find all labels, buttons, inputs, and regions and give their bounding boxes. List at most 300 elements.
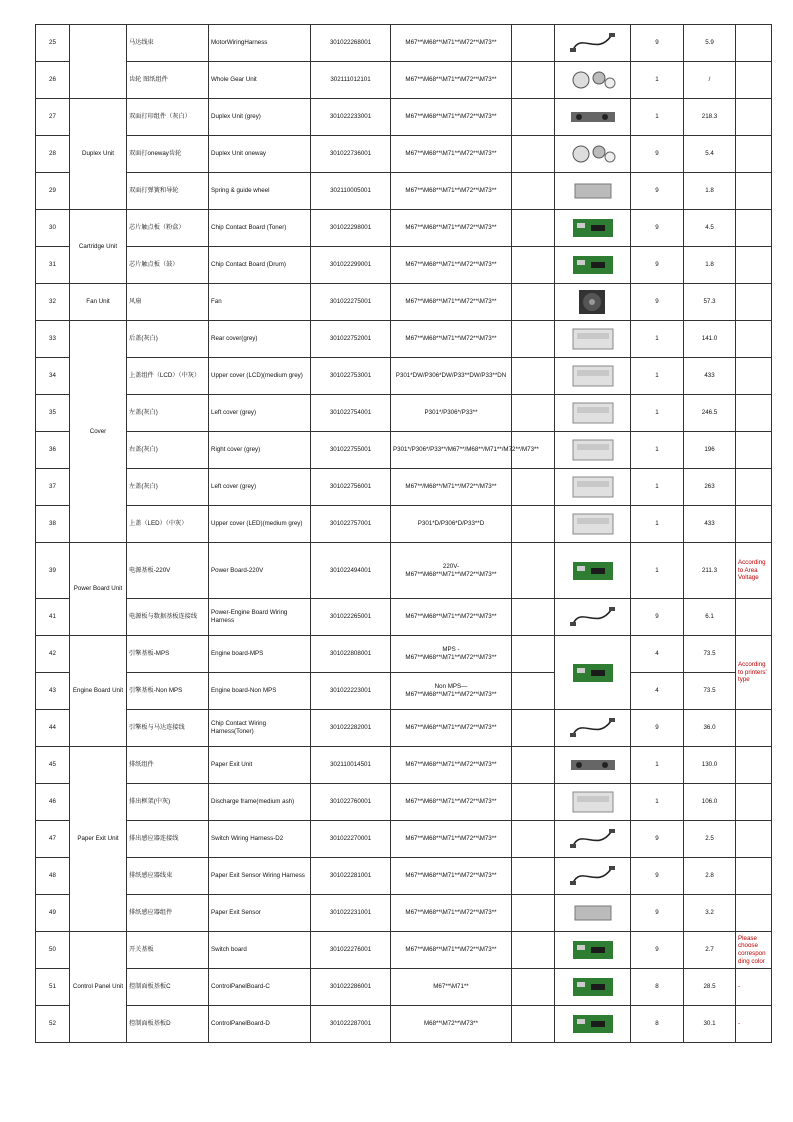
part-photo: [555, 969, 631, 1006]
chinese-name: 控制面板基板D: [127, 1006, 209, 1043]
empty-cell: [512, 895, 555, 932]
applicable-models: P301*DW/P306*DW/P33**DW/P33**DN: [391, 358, 512, 395]
english-name: Upper cover (LCD)(medium grey): [209, 358, 311, 395]
right-cover-photo: [567, 435, 619, 465]
english-name: Discharge frame(medium ash): [209, 784, 311, 821]
engine-motor-harness-photo: [567, 713, 619, 743]
price: 73.5: [684, 636, 736, 673]
quantity: 1: [631, 747, 684, 784]
power-board-photo: [567, 556, 619, 586]
part-number: 302111012101: [311, 62, 391, 99]
part-photo: [555, 395, 631, 432]
part-photo: [555, 858, 631, 895]
applicable-models: M67**\M68**\M71**\M72**\M73**: [391, 25, 512, 62]
group-label: Control Panel Unit: [70, 932, 127, 1043]
price: 2.5: [684, 821, 736, 858]
part-number: 301022494001: [311, 543, 391, 599]
part-photo: [555, 599, 631, 636]
control-board-c-photo: [567, 972, 619, 1002]
part-photo: [555, 136, 631, 173]
chip-board-drum-photo: [567, 250, 619, 280]
chinese-name: 上盖组件（LCD）（中灰）: [127, 358, 209, 395]
applicable-models: M67**\M68**\M71**\M72**\M73**: [391, 895, 512, 932]
empty-cell: [512, 25, 555, 62]
empty-cell: [512, 469, 555, 506]
table-row: [36, 747, 772, 784]
spring-wheel-photo: [567, 176, 619, 206]
quantity: 1: [631, 321, 684, 358]
group-label: Engine Board Unit: [70, 636, 127, 747]
item-number: 37: [36, 469, 70, 506]
empty-cell: [512, 62, 555, 99]
table-row: [36, 932, 772, 969]
paper-exit-sensor-photo: [567, 898, 619, 928]
applicable-models: M67**\M68**\M71**\M72**\M73**: [391, 284, 512, 321]
empty-cell: [512, 358, 555, 395]
note-empty: [736, 284, 772, 321]
item-number: 26: [36, 62, 70, 99]
applicable-models: MPS - M67**\M68**\M71**\M72**\M73**: [391, 636, 512, 673]
applicable-models: M67**\M71**: [391, 969, 512, 1006]
item-number: 46: [36, 784, 70, 821]
english-name: ControlPanelBoard-D: [209, 1006, 311, 1043]
empty-cell: [512, 321, 555, 358]
quantity: 9: [631, 25, 684, 62]
note-empty: [736, 99, 772, 136]
part-photo: [555, 358, 631, 395]
applicable-models: 220V- M67**\M68**\M71**\M72**\M73**: [391, 543, 512, 599]
control-board-d-photo: [567, 1009, 619, 1039]
applicable-models: M67**\M68**\M71**\M72**\M73**: [391, 62, 512, 99]
table-row: [36, 62, 772, 99]
price: 73.5: [684, 673, 736, 710]
english-name: Chip Contact Board (Drum): [209, 247, 311, 284]
empty-cell: [512, 932, 555, 969]
chinese-name: 马达线束: [127, 25, 209, 62]
discharge-frame-photo: [567, 787, 619, 817]
chinese-name: 双面打oneway齿轮: [127, 136, 209, 173]
switch-board-photo: [567, 935, 619, 965]
item-number: 36: [36, 432, 70, 469]
part-number: 301022736001: [311, 136, 391, 173]
group-label: Cartridge Unit: [70, 210, 127, 284]
part-photo: [555, 932, 631, 969]
rear-cover-photo: [567, 324, 619, 354]
empty-cell: [512, 99, 555, 136]
table-row: [36, 432, 772, 469]
part-photo: [555, 506, 631, 543]
part-number: 301022298001: [311, 210, 391, 247]
note-empty: [736, 136, 772, 173]
item-number: 30: [36, 210, 70, 247]
table-row: [36, 1006, 772, 1043]
part-number: 301022270001: [311, 821, 391, 858]
chinese-name: 齿轮 图纸组件: [127, 62, 209, 99]
parts-table: [35, 24, 772, 1043]
part-number: 301022757001: [311, 506, 391, 543]
english-name: Engine board-MPS: [209, 636, 311, 673]
item-number: 34: [36, 358, 70, 395]
empty-cell: [512, 636, 555, 673]
wire-harness-photo: [567, 28, 619, 58]
english-name: Power Board-220V: [209, 543, 311, 599]
part-number: 302110005001: [311, 173, 391, 210]
note-empty: [736, 173, 772, 210]
price: 196: [684, 432, 736, 469]
chinese-name: 双面打印组件（灰白）: [127, 99, 209, 136]
left-cover-2-photo: [567, 472, 619, 502]
switch-harness-photo: [567, 824, 619, 854]
applicable-models: M67**\M68**\M71**\M72**\M73**: [391, 210, 512, 247]
empty-cell: [512, 784, 555, 821]
left-cover-photo: [567, 398, 619, 428]
item-number: 48: [36, 858, 70, 895]
applicable-models: M67**\M68**\M71**\M72**\M73**: [391, 932, 512, 969]
chinese-name: 风扇: [127, 284, 209, 321]
price: 3.2: [684, 895, 736, 932]
english-name: Right cover (grey): [209, 432, 311, 469]
part-photo: [555, 284, 631, 321]
quantity: 1: [631, 469, 684, 506]
table-row: [36, 210, 772, 247]
chinese-name: 排出感应器连接线: [127, 821, 209, 858]
english-name: Chip Contact Board (Toner): [209, 210, 311, 247]
part-number: 301022268001: [311, 25, 391, 62]
quantity: 9: [631, 284, 684, 321]
part-number: 301022756001: [311, 469, 391, 506]
note-empty: [736, 395, 772, 432]
item-number: 41: [36, 599, 70, 636]
part-photo: [555, 784, 631, 821]
english-name: Chip Contact Wiring Harness(Toner): [209, 710, 311, 747]
table-row: [36, 284, 772, 321]
part-photo: [555, 1006, 631, 1043]
note: According to printers' type: [736, 636, 772, 710]
table-row: [36, 858, 772, 895]
item-number: 33: [36, 321, 70, 358]
empty-cell: [512, 284, 555, 321]
power-engine-harness-photo: [567, 602, 619, 632]
part-photo: [555, 432, 631, 469]
applicable-models: P301*/P306*/P33**: [391, 395, 512, 432]
item-number: 52: [36, 1006, 70, 1043]
empty-cell: [512, 710, 555, 747]
chinese-name: 后盖(灰白): [127, 321, 209, 358]
price: 57.3: [684, 284, 736, 321]
empty-cell: [512, 673, 555, 710]
note-empty: [736, 506, 772, 543]
item-number: 28: [36, 136, 70, 173]
english-name: Duplex Unit oneway: [209, 136, 311, 173]
note-empty: [736, 432, 772, 469]
part-number: 301022760001: [311, 784, 391, 821]
note: -: [736, 1006, 772, 1043]
part-number: 301022753001: [311, 358, 391, 395]
item-number: 50: [36, 932, 70, 969]
table-row: [36, 136, 772, 173]
item-number: 32: [36, 284, 70, 321]
item-number: 44: [36, 710, 70, 747]
english-name: Duplex Unit (grey): [209, 99, 311, 136]
note-empty: [736, 321, 772, 358]
price: 141.0: [684, 321, 736, 358]
note-empty: [736, 747, 772, 784]
part-photo: [555, 25, 631, 62]
chinese-name: 双面打弹簧和导轮: [127, 173, 209, 210]
gear-set-photo: [567, 65, 619, 95]
quantity: 8: [631, 1006, 684, 1043]
quantity: 1: [631, 506, 684, 543]
part-number: 302110014501: [311, 747, 391, 784]
part-number: 301022755001: [311, 432, 391, 469]
quantity: 9: [631, 932, 684, 969]
part-number: 301022233001: [311, 99, 391, 136]
applicable-models: M67**/M68**/M71**/M72**/M73**: [391, 469, 512, 506]
note-empty: [736, 895, 772, 932]
table-row: [36, 821, 772, 858]
part-photo: [555, 710, 631, 747]
part-photo: [555, 210, 631, 247]
part-photo: [555, 543, 631, 599]
item-number: 49: [36, 895, 70, 932]
part-photo: [555, 62, 631, 99]
item-number: 42: [36, 636, 70, 673]
item-number: 51: [36, 969, 70, 1006]
quantity: 1: [631, 432, 684, 469]
empty-cell: [512, 543, 555, 599]
duplex-unit-photo: [567, 102, 619, 132]
item-number: 45: [36, 747, 70, 784]
item-number: 31: [36, 247, 70, 284]
group-label: Cover: [70, 321, 127, 543]
table-row: [36, 99, 772, 136]
table-row: [36, 969, 772, 1006]
engine-board-photo: [567, 658, 619, 688]
item-number: 29: [36, 173, 70, 210]
note-empty: [736, 358, 772, 395]
empty-cell: [512, 969, 555, 1006]
note: According to Area Voltage: [736, 543, 772, 599]
table-row: [36, 173, 772, 210]
price: 4.5: [684, 210, 736, 247]
empty-cell: [512, 173, 555, 210]
price: 6.1: [684, 599, 736, 636]
note-empty: [736, 210, 772, 247]
upper-cover-led-photo: [567, 509, 619, 539]
applicable-models: M67**\M68**\M71**\M72**\M73**: [391, 858, 512, 895]
note-empty: [736, 469, 772, 506]
chinese-name: 上盖（LED）（中灰）: [127, 506, 209, 543]
part-number: 301022275001: [311, 284, 391, 321]
table-row: [36, 636, 772, 673]
empty-cell: [512, 247, 555, 284]
price: 36.0: [684, 710, 736, 747]
part-number: 301022231001: [311, 895, 391, 932]
chinese-name: 左盖(灰白): [127, 395, 209, 432]
quantity: 9: [631, 210, 684, 247]
item-number: 27: [36, 99, 70, 136]
english-name: Upper cover (LED)(medium grey): [209, 506, 311, 543]
price: 130.0: [684, 747, 736, 784]
quantity: 1: [631, 358, 684, 395]
note: Please choose correspon ding color: [736, 932, 772, 969]
applicable-models: M67**\M68**\M71**\M72**\M73**: [391, 599, 512, 636]
part-number: 301022287001: [311, 1006, 391, 1043]
part-number: 301022282001: [311, 710, 391, 747]
price: 1.8: [684, 247, 736, 284]
table-row: [36, 506, 772, 543]
applicable-models: P301*/P306*/P33**/M67**/M68**/M71**/M72**/M73**: [391, 432, 512, 469]
paper-exit-unit-photo: [567, 750, 619, 780]
chinese-name: 右盖(灰白): [127, 432, 209, 469]
english-name: Rear cover(grey): [209, 321, 311, 358]
quantity: 9: [631, 710, 684, 747]
part-number: 301022286001: [311, 969, 391, 1006]
group-label: Fan Unit: [70, 284, 127, 321]
part-number: 301022265001: [311, 599, 391, 636]
english-name: Fan: [209, 284, 311, 321]
table-row: [36, 358, 772, 395]
note-empty: [736, 858, 772, 895]
empty-cell: [512, 821, 555, 858]
quantity: 9: [631, 136, 684, 173]
empty-cell: [512, 395, 555, 432]
chinese-name: 左盖(灰白): [127, 469, 209, 506]
part-number: 301022281001: [311, 858, 391, 895]
chinese-name: 引擎板与马达连接线: [127, 710, 209, 747]
price: 5.4: [684, 136, 736, 173]
english-name: Switch board: [209, 932, 311, 969]
item-number: 25: [36, 25, 70, 62]
chinese-name: 排纸感应器线束: [127, 858, 209, 895]
english-name: Paper Exit Unit: [209, 747, 311, 784]
english-name: ControlPanelBoard-C: [209, 969, 311, 1006]
quantity: 4: [631, 673, 684, 710]
chinese-name: 芯片触点板（鼓）: [127, 247, 209, 284]
price: 5.9: [684, 25, 736, 62]
sensor-harness-photo: [567, 861, 619, 891]
table-row: [36, 321, 772, 358]
note-empty: [736, 25, 772, 62]
price: 433: [684, 358, 736, 395]
part-number: 301022276001: [311, 932, 391, 969]
table-row: [36, 710, 772, 747]
chinese-name: 排出框架(中灰): [127, 784, 209, 821]
applicable-models: M68**\M72**\M73**: [391, 1006, 512, 1043]
part-photo: [555, 821, 631, 858]
oneway-gear-photo: [567, 139, 619, 169]
empty-cell: [512, 747, 555, 784]
table-row: [36, 247, 772, 284]
quantity: 1: [631, 543, 684, 599]
part-photo: [555, 895, 631, 932]
applicable-models: M67**\M68**\M71**\M72**\M73**: [391, 710, 512, 747]
item-number: 43: [36, 673, 70, 710]
chinese-name: 排纸组件: [127, 747, 209, 784]
part-photo: [555, 99, 631, 136]
quantity: 9: [631, 173, 684, 210]
item-number: 39: [36, 543, 70, 599]
part-photo: [555, 636, 631, 710]
group-cell-blank: [70, 25, 127, 99]
price: 30.1: [684, 1006, 736, 1043]
english-name: MotorWiringHarness: [209, 25, 311, 62]
applicable-models: M67**\M68**\M71**\M72**\M73**: [391, 247, 512, 284]
note-empty: [736, 821, 772, 858]
price: 211.3: [684, 543, 736, 599]
table-row: [36, 543, 772, 599]
note: -: [736, 969, 772, 1006]
part-photo: [555, 747, 631, 784]
quantity: 9: [631, 858, 684, 895]
chip-board-toner-photo: [567, 213, 619, 243]
fan-photo: [567, 287, 619, 317]
chinese-name: 引擎基板-Non MPS: [127, 673, 209, 710]
english-name: Switch Wiring Harness-D2: [209, 821, 311, 858]
chinese-name: 电源板与数据基板连接线: [127, 599, 209, 636]
quantity: 8: [631, 969, 684, 1006]
english-name: Left cover (grey): [209, 469, 311, 506]
quantity: 1: [631, 62, 684, 99]
chinese-name: 芯片触点板（粉盒）: [127, 210, 209, 247]
quantity: 1: [631, 99, 684, 136]
price: 28.5: [684, 969, 736, 1006]
applicable-models: M67**\M68**\M71**\M72**\M73**: [391, 173, 512, 210]
price: 246.5: [684, 395, 736, 432]
note-empty: [736, 62, 772, 99]
applicable-models: M67**\M68**\M71**\M72**\M73**: [391, 321, 512, 358]
note-empty: [736, 599, 772, 636]
english-name: Spring & guide wheel: [209, 173, 311, 210]
part-photo: [555, 173, 631, 210]
price: /: [684, 62, 736, 99]
quantity: 1: [631, 784, 684, 821]
part-number: 301022752001: [311, 321, 391, 358]
chinese-name: 引擎基板-MPS: [127, 636, 209, 673]
applicable-models: M67**\M68**\M71**\M72**\M73**: [391, 99, 512, 136]
upper-cover-lcd-photo: [567, 361, 619, 391]
applicable-models: Non MPS— M67**\M68**\M71**\M72**\M73**: [391, 673, 512, 710]
price: 218.3: [684, 99, 736, 136]
english-name: Paper Exit Sensor Wiring Harness: [209, 858, 311, 895]
applicable-models: P301*D/P306*D/P33**D: [391, 506, 512, 543]
price: 263: [684, 469, 736, 506]
price: 2.8: [684, 858, 736, 895]
applicable-models: M67**\M68**\M71**\M72**\M73**: [391, 784, 512, 821]
table-row: [36, 673, 772, 710]
english-name: Power-Engine Board Wiring Harness: [209, 599, 311, 636]
empty-cell: [512, 599, 555, 636]
quantity: 9: [631, 895, 684, 932]
group-label: Duplex Unit: [70, 99, 127, 210]
applicable-models: M67**\M68**\M71**\M72**\M73**: [391, 136, 512, 173]
part-number: 301022808001: [311, 636, 391, 673]
applicable-models: M67**\M68**\M71**\M72**\M73**: [391, 821, 512, 858]
table-row: [36, 784, 772, 821]
price: 106.0: [684, 784, 736, 821]
table-row: [36, 469, 772, 506]
price: 433: [684, 506, 736, 543]
part-photo: [555, 321, 631, 358]
empty-cell: [512, 506, 555, 543]
applicable-models: M67**\M68**\M71**\M72**\M73**: [391, 747, 512, 784]
quantity: 9: [631, 247, 684, 284]
group-label: Paper Exit Unit: [70, 747, 127, 932]
empty-cell: [512, 858, 555, 895]
group-label: Power Board Unit: [70, 543, 127, 636]
table-row: [36, 895, 772, 932]
part-number: 301022754001: [311, 395, 391, 432]
